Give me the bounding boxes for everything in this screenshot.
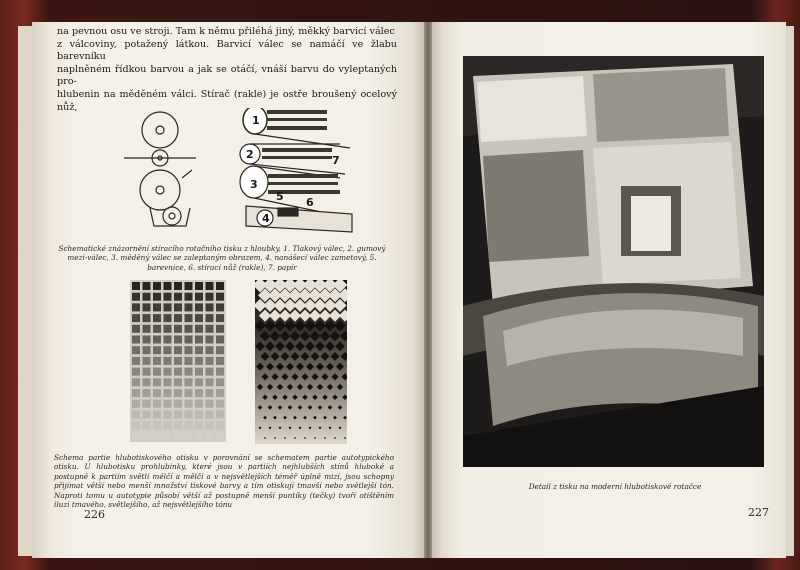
press-photo — [463, 56, 764, 467]
gravure-cell — [153, 346, 161, 354]
halftone-dot — [303, 416, 307, 420]
gravure-cell — [185, 346, 193, 354]
gravure-cell — [164, 368, 172, 376]
halftone-dot — [306, 363, 314, 371]
gravure-cell — [174, 325, 182, 333]
halftone-dot — [278, 405, 283, 410]
gravure-cell — [185, 368, 193, 376]
halftone-dot — [302, 394, 308, 400]
label-3: 3 — [250, 178, 258, 191]
gravure-cell — [174, 421, 182, 429]
halftone-dot — [309, 426, 312, 429]
gravure-cell — [195, 314, 203, 322]
halftone-dot — [334, 320, 345, 331]
halftone-dot — [273, 416, 277, 420]
gravure-cell-grid — [130, 280, 226, 442]
gravure-cell — [143, 410, 151, 418]
gravure-cell — [206, 325, 214, 333]
gravure-cell — [153, 282, 161, 290]
halftone-dot — [341, 373, 347, 380]
halftone-dot — [333, 416, 337, 420]
gravure-cell — [185, 378, 193, 386]
gravure-cell — [195, 389, 203, 397]
gravure-cell — [206, 293, 214, 301]
halftone-dot — [331, 373, 338, 380]
gravure-cell — [216, 368, 224, 376]
halftone-dot — [290, 331, 301, 342]
gravure-cell — [143, 325, 151, 333]
halftone-dot — [320, 331, 331, 342]
gravure-cell — [132, 378, 140, 386]
gravure-cell — [153, 368, 161, 376]
halftone-dot — [268, 405, 273, 410]
gravure-cell — [174, 410, 182, 418]
gravure-cell — [143, 421, 151, 429]
halftone-dot — [279, 426, 282, 429]
gravure-cell — [164, 293, 172, 301]
halftone-dot — [312, 394, 318, 400]
body-line: naplněném řídkou barvou a jak se otáčí, vnáší barvu do vyleptaných pro- — [57, 63, 397, 88]
gravure-cell — [132, 282, 140, 290]
gravure-cell — [185, 314, 193, 322]
gravure-cell — [195, 368, 203, 376]
halftone-dot — [324, 320, 335, 331]
gravure-cell — [216, 314, 224, 322]
label-4: 4 — [262, 212, 270, 225]
gravure-cell — [185, 282, 193, 290]
gravure-cell — [216, 400, 224, 408]
halftone-dot — [295, 341, 305, 351]
photo-caption: Detail z tisku na moderní hlubotiskové rotačce — [528, 482, 702, 491]
gravure-cell — [143, 357, 151, 365]
gravure-cell — [153, 421, 161, 429]
gravure-cell — [195, 303, 203, 311]
halftone-dot — [271, 352, 280, 361]
gravure-cell — [143, 432, 151, 440]
gravure-cell — [132, 432, 140, 440]
halftone-dot — [275, 341, 285, 351]
halftone-dot — [296, 363, 304, 371]
gravure-cell — [216, 336, 224, 344]
gravure-cell — [216, 325, 224, 333]
gravure-cell — [153, 314, 161, 322]
halftone-dot — [331, 352, 340, 361]
halftone-dot — [282, 394, 288, 400]
gravure-cell — [174, 368, 182, 376]
gravure-cell — [143, 378, 151, 386]
halftone-dot — [327, 384, 333, 390]
gravure-cell — [153, 378, 161, 386]
gravure-cell — [164, 303, 172, 311]
halftone-dot — [277, 384, 283, 390]
page-number-right: 227 — [748, 506, 769, 519]
gravure-cell — [216, 346, 224, 354]
halftone-dot — [329, 426, 332, 429]
halftone-dot — [323, 416, 327, 420]
gravure-cell — [195, 421, 203, 429]
halftone-dot — [291, 373, 298, 380]
body-text — [57, 26, 397, 114]
gravure-cell — [216, 303, 224, 311]
gravure-cell — [216, 293, 224, 301]
halftone-dot — [280, 331, 291, 342]
halftone-dot — [304, 320, 315, 331]
rotary-press-diagram — [120, 108, 370, 238]
gravure-cell — [206, 336, 214, 344]
halftone-dot — [281, 352, 290, 361]
gravure-cell — [164, 432, 172, 440]
gravure-cell — [206, 400, 214, 408]
gravure-cell — [143, 303, 151, 311]
gravure-cell — [174, 303, 182, 311]
gravure-cell — [164, 421, 172, 429]
gravure-cell — [185, 303, 193, 311]
halftone-dot — [260, 331, 271, 342]
halftone-dot — [336, 363, 344, 371]
gravure-cell — [143, 389, 151, 397]
gravure-cell — [206, 389, 214, 397]
body-line: z válcoviny, potažený látkou. Barvicí válec se namáčí ve žlabu barevníku — [57, 38, 397, 63]
halftone-dot — [310, 331, 321, 342]
gravure-cell — [164, 389, 172, 397]
gravure-cell — [216, 357, 224, 365]
halftone-dot — [300, 331, 311, 342]
halftone-dot — [326, 363, 334, 371]
halftone-dot — [263, 416, 267, 420]
gravure-cell — [153, 303, 161, 311]
gravure-cell — [174, 282, 182, 290]
gravure-cell — [185, 336, 193, 344]
gravure-cell — [185, 421, 193, 429]
halftone-dot — [335, 341, 345, 351]
gravure-cell — [164, 400, 172, 408]
gravure-cell — [206, 410, 214, 418]
gravure-cell — [195, 293, 203, 301]
gravure-cell — [164, 314, 172, 322]
gravure-cell — [206, 314, 214, 322]
gravure-cell — [132, 357, 140, 365]
halftone-dot — [319, 426, 322, 429]
halftone-dot — [332, 394, 338, 400]
halftone-dot — [283, 416, 287, 420]
halftone-dot — [292, 394, 298, 400]
gravure-cell — [153, 432, 161, 440]
halftone-dot — [325, 341, 335, 351]
gravure-cell — [174, 432, 182, 440]
halftone-dot — [341, 352, 347, 361]
gravure-cell — [132, 410, 140, 418]
halftone-dot — [339, 426, 342, 429]
halftone-dot — [289, 426, 292, 429]
halftone-dot — [284, 437, 286, 439]
gravure-cell — [195, 357, 203, 365]
label-5: 5 — [276, 190, 284, 203]
halftone-dot — [342, 394, 347, 400]
gravure-cell — [132, 325, 140, 333]
halftone-dot — [321, 352, 330, 361]
gravure-cell — [153, 357, 161, 365]
halftone-dot — [284, 320, 295, 331]
gravure-cell — [216, 421, 224, 429]
halftone-dot — [274, 320, 285, 331]
halftone-dot — [294, 437, 296, 439]
gravure-cell — [132, 368, 140, 376]
halftone-dot — [311, 373, 318, 380]
halftone-dot — [265, 341, 275, 351]
halftone-dot — [261, 373, 268, 380]
gravure-cell — [185, 432, 193, 440]
gravure-cell — [132, 314, 140, 322]
gravure-cell — [153, 293, 161, 301]
halftone-dot — [255, 341, 265, 351]
gravure-cell — [153, 389, 161, 397]
gravure-cell — [185, 410, 193, 418]
gravure-cell — [132, 336, 140, 344]
gravure-cell — [195, 346, 203, 354]
gravure-cell — [185, 293, 193, 301]
gravure-cell — [195, 325, 203, 333]
halftone-dot — [340, 331, 347, 342]
gravure-cell — [164, 282, 172, 290]
halftone-dot — [267, 384, 273, 390]
halftone-dot — [274, 437, 276, 439]
halftone-dot — [321, 373, 328, 380]
gravure-cell — [185, 325, 193, 333]
gravure-cell — [185, 357, 193, 365]
halftone-dot — [338, 405, 343, 410]
gravure-cell — [185, 400, 193, 408]
halftone-dot — [314, 320, 325, 331]
gravure-cell — [174, 293, 182, 301]
halftone-dot — [255, 320, 266, 331]
gravure-cell — [164, 378, 172, 386]
halftone-dot — [297, 384, 303, 390]
halftone-dot — [301, 373, 308, 380]
halftone-dot — [322, 394, 328, 400]
halftone-dot — [270, 331, 281, 342]
gravure-cell — [153, 325, 161, 333]
halftone-dot — [314, 437, 316, 439]
halftone-dot — [281, 373, 288, 380]
gravure-cell — [206, 282, 214, 290]
gravure-cell — [174, 389, 182, 397]
gravure-cell — [174, 346, 182, 354]
halftone-dot — [288, 405, 293, 410]
gravure-cell — [216, 389, 224, 397]
gravure-cell — [206, 421, 214, 429]
gravure-cell — [174, 314, 182, 322]
gravure-cell — [174, 400, 182, 408]
halftone-dot — [287, 384, 293, 390]
halftone-dot — [257, 384, 263, 390]
gravure-cell — [195, 400, 203, 408]
gravure-cell — [164, 346, 172, 354]
halftone-dot — [316, 363, 324, 371]
halftone-dot — [256, 363, 264, 371]
gravure-cell — [153, 400, 161, 408]
gravure-cell — [174, 378, 182, 386]
page-number-left: 226 — [84, 508, 105, 521]
halftone-dot — [311, 352, 320, 361]
halftone-dot — [276, 363, 284, 371]
gravure-cell — [174, 357, 182, 365]
halftone-dot — [301, 352, 310, 361]
halftone-dot — [328, 405, 333, 410]
halftone-dot — [294, 320, 305, 331]
halftone-dot — [299, 426, 302, 429]
gravure-cell — [206, 357, 214, 365]
gravure-cell — [132, 293, 140, 301]
gravure-cell — [143, 368, 151, 376]
gravure-cell — [174, 336, 182, 344]
book-gutter — [424, 22, 432, 558]
halftone-dot — [262, 394, 268, 400]
gravure-cell — [195, 432, 203, 440]
gravure-cell — [132, 303, 140, 311]
halftone-dot — [307, 384, 313, 390]
gravure-cell — [164, 410, 172, 418]
body-line: na pevnou osu ve stroji. Tam k němu přiléhá jiný, měkký barvicí válec — [57, 26, 395, 37]
halftone-dot — [343, 416, 347, 420]
halftone-dot — [334, 437, 336, 439]
halftone-dot — [271, 373, 278, 380]
gravure-cell — [216, 410, 224, 418]
page-edges-left — [18, 26, 32, 556]
halftone-dot — [264, 437, 266, 439]
gravure-cell — [164, 325, 172, 333]
halftone-dot — [330, 331, 341, 342]
label-6: 6 — [306, 196, 314, 209]
halftone-dot — [317, 384, 323, 390]
gravure-cell — [164, 357, 172, 365]
label-2: 2 — [246, 148, 254, 161]
gravure-cell — [153, 410, 161, 418]
label-7: 7 — [332, 154, 340, 167]
gravure-cell — [132, 421, 140, 429]
gravure-cell — [206, 346, 214, 354]
halftone-dot — [259, 426, 262, 429]
halftone-dot — [324, 437, 326, 439]
gravure-cell — [143, 282, 151, 290]
gravure-cell — [132, 400, 140, 408]
gravure-cell — [216, 378, 224, 386]
halftone-dot — [308, 405, 313, 410]
halftone-dot — [344, 437, 346, 439]
gravure-cell — [195, 282, 203, 290]
gravure-cell — [132, 389, 140, 397]
gravure-cell — [195, 378, 203, 386]
halftone-dot — [264, 320, 275, 331]
gravure-cell — [185, 389, 193, 397]
halftone-dot — [291, 352, 300, 361]
gravure-cell — [153, 336, 161, 344]
halftone-dot — [305, 341, 315, 351]
body-line: hlubenin na měděném válci. Stírač (rakle) je ostře broušený ocelový nůž, — [57, 88, 397, 113]
halftone-dot — [318, 405, 323, 410]
halftone-dot — [258, 405, 263, 410]
gravure-cell — [216, 432, 224, 440]
gravure-cell — [206, 432, 214, 440]
halftone-dot — [298, 405, 303, 410]
halftone-dot — [261, 352, 270, 361]
gravure-cell — [216, 282, 224, 290]
gravure-cell — [206, 378, 214, 386]
halftone-dot — [269, 426, 272, 429]
gravure-cell — [143, 293, 151, 301]
gravure-cell — [206, 303, 214, 311]
gravure-cell — [143, 400, 151, 408]
figure2-caption: Schema partie hlubotiskového otisku v porovnání se schematem partie autotypického otisku. U hlubotisku prohlubinky, které jsou v partiích nejhlubších stínů hluboké a postupně k partiím světlí mělčí a mělčí a v nejsvětlejších téměř úplně mizí, jsou schopny přijímat větší nebo menší množství tiskové barvy a tím otiskují tmavší nebo světlejší tón. Naproti tomu u autotypie působí větší až postupně menší puntíky (tečky) tvoří otištěním iluzi tmavého, světlejšího, až nejsvětlejšího tónu — [54, 453, 394, 510]
halftone-dot — [293, 416, 297, 420]
halftone-dot-grid — [255, 280, 347, 444]
gravure-cell — [143, 314, 151, 322]
halftone-dot — [285, 341, 295, 351]
gravure-cell — [206, 368, 214, 376]
gravure-cell — [164, 336, 172, 344]
halftone-dot — [272, 394, 278, 400]
gravure-cell — [132, 346, 140, 354]
figure1-caption: Schematické znázornění stíracího rotačního tisku z hloubky. 1. Tlakový válec, 2. gumový mezi-válec, 3. měděný válec se zaleptaným obrazem, 4. nanášecí válec zametový, 5. barevnice, 6. stírací nůž (rakle), 7. papír — [58, 244, 386, 272]
halftone-dot — [315, 341, 325, 351]
gravure-cell — [195, 410, 203, 418]
halftone-dot — [313, 416, 317, 420]
page-edges-right — [786, 26, 794, 556]
halftone-dot — [266, 363, 274, 371]
gravure-cell — [143, 346, 151, 354]
halftone-dot — [286, 363, 294, 371]
halftone-dot — [337, 384, 343, 390]
halftone-dot — [304, 437, 306, 439]
label-1: 1 — [252, 114, 260, 127]
gravure-cell — [143, 336, 151, 344]
gravure-cell — [195, 336, 203, 344]
